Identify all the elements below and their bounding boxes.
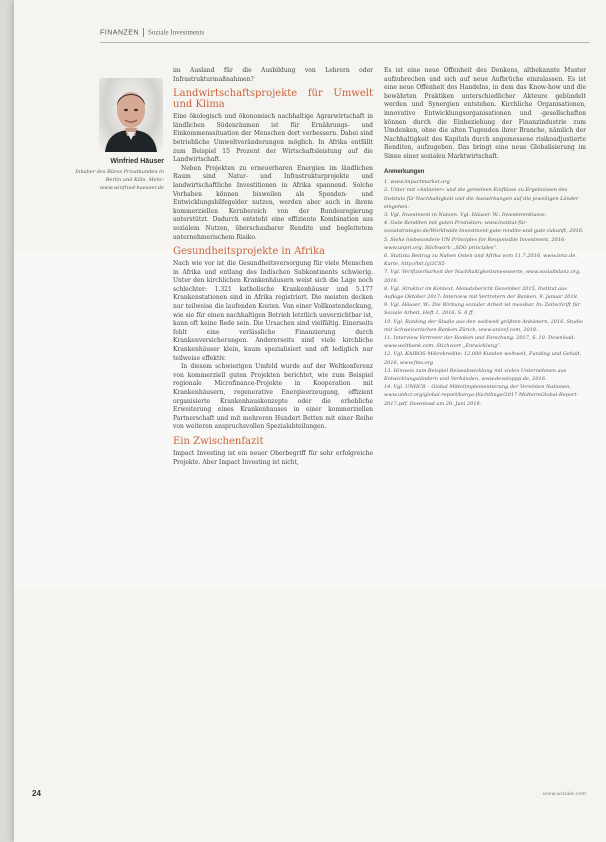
- paragraph: Impact Investing ist ein neuer Oberbegriff für sehr erfolgreiche Projekte. Aber Impact Investing ist nicht,: [173, 449, 373, 466]
- paragraph: Nach wie vor ist die Gesundheitsversorgung für viele Menschen in Afrika und entlang des Indischen Subkontinents schwierig. Unter den kirchlichen Krankenhäusern weist sich die Lage noch schlechter: 1.321 katholische Krankenhäuser und 5.177 Krankenstationen sind in Afrika registriert. Die meisten decken nur teilweise die laufenden Kosten. Von einer Vollkostendeckung, wie sie für einen nachhaltigen Betrieb letztlich unverzichtbar ist, kann oft keine Rede sein. Die Ursachen sind vielfältig. Einerseits fehlt eine verlässliche Finanzierung durch Krankenversicherungen. Andererseits sind viele kirchliche Krankenhäuser klein, kaum spezialisiert und oft lediglich nur teilweise effektiv.: [173, 260, 373, 362]
- notes-list: [384, 178, 586, 408]
- note-item: 5. Siehe insbesondere UN Principles for Responsible Investment, 2016: www.unpri.org. Stichwort: „SDG principles“.: [384, 236, 566, 251]
- note-item: 9. Vgl. Häuser, W.: Die Wirkung sozialer Arbeit ist messbar. In: Zeitschrift für Soziale Arbeit, Heft 1, 2016, S. 8 ff.: [384, 302, 581, 317]
- paragraph: Eine ökologisch und ökonomisch nachhaltige Agrarwirtschaft in ländlichen Südenräumen ist für Ernährungs- und Einkommenssituation der Menschen dort verbessern. Dabei sind betriebliche Umweltveränderungen möglich. In Afrika entfällt zum Beispiel 15 Prozent der Wirtschaftsleistung auf die Landwirtschaft.: [173, 113, 373, 164]
- running-header: [100, 28, 204, 37]
- magazine-page: [14, 0, 606, 842]
- note-item: 2. Unter mit »Anbieter« und die gemeinen Einflüsse zu Ergebnissen des Instituts für Nachhaltigkeit und die Auswirkungen auf die jeweiligen Länder eingehen.: [384, 187, 579, 210]
- paragraph: In diesem schwierigen Umfeld wurde auf der Weltkonferenz von kommerziell guten Projekten berichtet, wie zum Beispiel regionale Microfinance-Projekte in Kooperation mit Krankenhäusern, regenerative Energieerzeugung, effizient organisierte Krankenhauskonzepte oder die erhebliche Erweiterung eines Krankenhauses in einer kommerziellen Partnerschaft und mit mehreren Hundert Betten mit einer Reihe von weiteren anspruchsvollen Spezialabteilungen.: [173, 363, 373, 431]
- header-rule: [100, 42, 590, 43]
- page-number: 24: [32, 789, 41, 798]
- heading-agriculture: Landwirtschaftsprojekte für Umwelt und Klima: [173, 88, 373, 111]
- note-item: 11. Interview Vertreter der Banken und Forschung, 2017, S. 10. Download: www.weltbank.com. Stichwort „Entwicklung“.: [384, 334, 576, 350]
- text-column-left: [173, 67, 373, 467]
- note-item: 7. Vgl. Verifizierbarkeit der Nachhaltigkeitsmesswerte, www.sozialbilanz.org, 2016.: [384, 269, 581, 284]
- text-column-right: [384, 67, 586, 408]
- note-item: 12. Vgl. KAIROS-Mikrokredite: 12.000 Kunden weltweit, Funding und Gehalt, 2016, www.fms.org: [384, 351, 582, 366]
- paragraph: Neben Projekten zu erneuerbaren Energien im ländlichen Raum sind Natur- und Infrastrukturprojekte und landwirtschaftliche Investitionen in Afrika spannend. Solche Vorhaben können bisweilen als Spenden- und Entwicklungshilfegelder nutzen, werden aber auch in ihrem kommerziellen Kernbereich von der Bundesregierung unterstützt. Dadurch entsteht eine effiziente Kombination aus sozialem Nutzen, überschaubarer Rendite und begleitetem unternehmerischem Risiko.: [173, 164, 373, 241]
- subsection-label: Soziale Investments: [148, 28, 205, 37]
- note-item: 8. Vgl. Struktur im Kontext. Monatsbericht Dezember 2015, Institut aus Auflage Oktober 2017: Interview mit Vertretern der Banken, 9. Januar 2018.: [384, 285, 579, 300]
- note-item: 10. Vgl. Ranking der Studie aus den weltweit größten Anbietern, 2016, Studie mit Schweizerischen Banken Zürich, www.unicef.com, 2018.: [384, 318, 583, 333]
- note-item: 4. Gute Renditen mit guten Produkten: www.institut-für-sozialstrategie.de/Worldwide-Investment-gute-rendite-und-gute-zukunft, 2016.: [384, 220, 584, 235]
- note-item: 3. Vgl. Investment in Nutzen. Vgl. Häuser. W.: Investorenklasse.: [384, 211, 547, 218]
- note-item: 13. Hinweis zum Beispiel Reiseabwicklung mit vielen Unternehmen aus Entwicklungsländern und Verbänden, www.developpp.de, 2016.: [384, 367, 567, 382]
- note-item: 6. Statista Beitrag zu Nahen Osten und Afrika vom 11.7.2016, www.bmz.de. Karte, http://bit.ly/2CS5: [384, 252, 577, 268]
- footer-site: www.soziale.com: [542, 791, 586, 797]
- intro-paragraph: im Ausland für die Ausbildung von Lehrern oder Infrastrukturmaßnahmen?: [173, 67, 373, 83]
- paragraph: Es ist eine neue Offenheit des Denkens, altbekannte Muster aufzubrechen und sich auf neue Aufbrüche einzulassen. Es ist eine neue Offenheit des Handelns, in dem das Know-how und die bewährten Praktiken unterschiedlicher Akteure gebündelt werden und Synergien entstehen. Kirchliche Organisationen, innovative Entwicklungsorganisationen und -gesellschaften können durch die Einbeziehung der Finanzindustrie zum Umdenken, ohne die alten Tugenden ihrer Branche, nämlich der Nachhaltigkeit des Kapitals durch angemessene risikoadjustierte Renditen, aufzugeben. Das bringt eine neue Globalisierung im Sinne einer sozialen Marktwirtschaft.: [384, 67, 586, 160]
- author-portrait-illustration: [99, 78, 163, 152]
- author-bio: Inhaber des Büros Privatkunden in Berlin und Köln. Mehr: www.winfried-haeuser.de: [75, 169, 164, 191]
- note-item: 14. Vgl. UNHCR – Global Mittelimplementierung der Vereinten Nationen, www.unhcr.org/global-report/kenya-flüchtlinge/2017-MidtermGlobal-Report-2017.pdf. Download am 20. Juni 2018.: [384, 384, 579, 407]
- heading-interim: Ein Zwischenfazit: [173, 435, 264, 447]
- heading-health: Gesundheitsprojekte in Afrika: [173, 246, 325, 258]
- section-label: FINANZEN: [100, 29, 139, 37]
- notes-heading: Anmerkungen: [384, 168, 425, 175]
- author-name: Winfried Häuser: [110, 158, 164, 165]
- header-divider: [143, 28, 144, 37]
- author-photo: [99, 78, 163, 152]
- note-item: 1. www.impactmarket.org: [384, 179, 450, 186]
